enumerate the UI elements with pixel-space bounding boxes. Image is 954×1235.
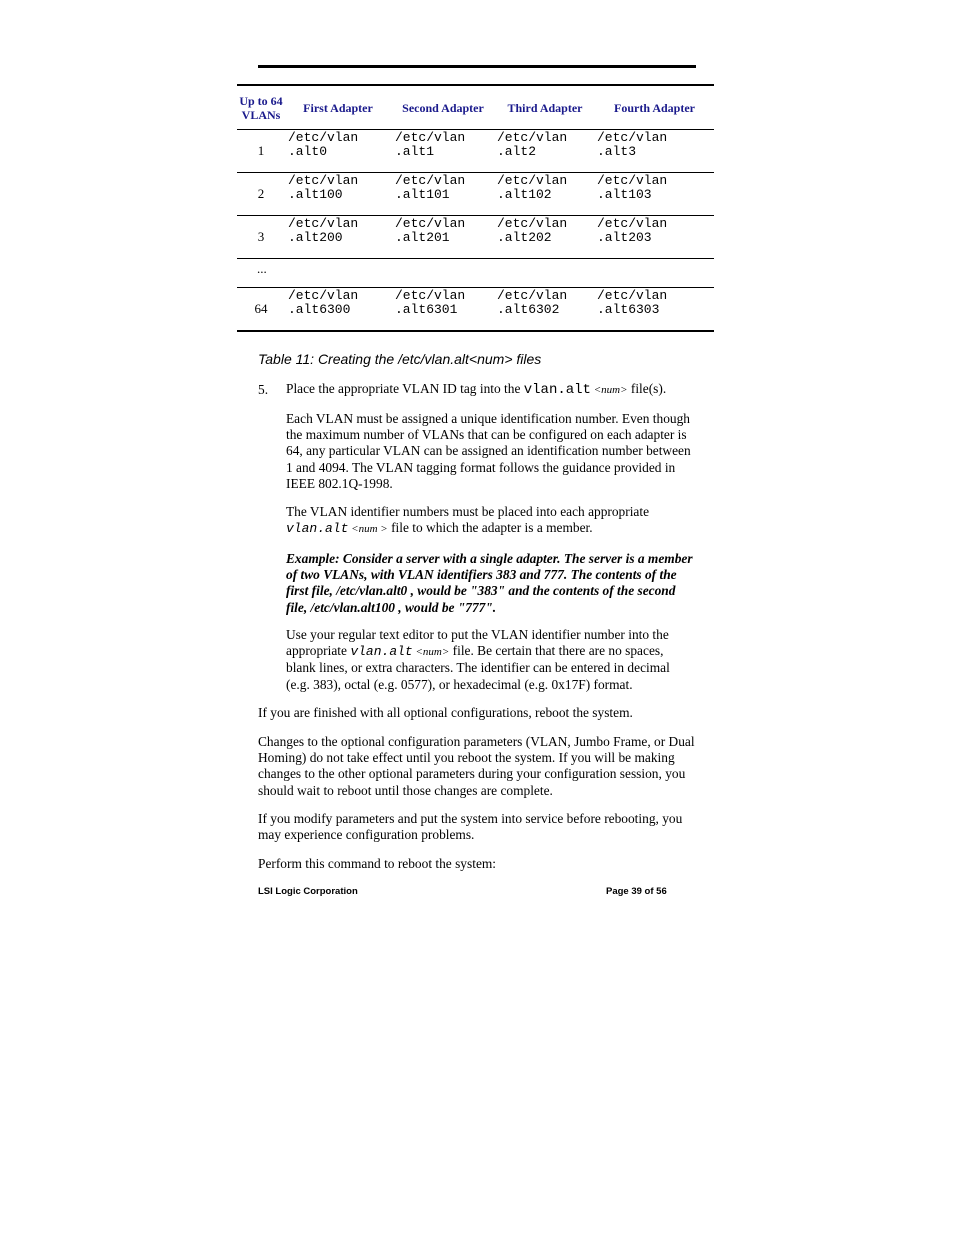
paragraph-modify: If you modify parameters and put the system into service before rebooting, you may experience configuration problems. bbox=[258, 811, 683, 843]
step-5-text: Place the appropriate VLAN ID tag into the vlan.alt <num> file(s). bbox=[286, 381, 667, 398]
num-placeholder: <num> bbox=[590, 384, 628, 396]
paragraph-identifier-placement: The VLAN identifier numbers must be placed into each appropriate vlan.alt <num > file to which the adapter is a member. bbox=[286, 504, 650, 537]
file-path-cell: /etc/vlan .alt2 bbox=[495, 130, 595, 173]
file-path-cell: /etc/vlan .alt102 bbox=[495, 173, 595, 216]
header-fourth-adapter: Fourth Adapter bbox=[595, 85, 714, 130]
paragraph-unique-id: Each VLAN must be assigned a unique identification number. Even though the maximum number of VLANs that can be configured on each adapter is 64, any particular VLAN can be assigned an identification number between 1 and 4094. The VLAN tagging format follows the guidance provided in IEEE 802.1Q-1998. bbox=[286, 411, 691, 491]
paragraph-finished: If you are finished with all optional configurations, reboot the system. bbox=[258, 705, 633, 720]
vlan-number: 2 bbox=[237, 173, 285, 216]
file-path-cell: /etc/vlan .alt101 bbox=[391, 173, 495, 216]
header-third-adapter: Third Adapter bbox=[495, 85, 595, 130]
file-path-cell: /etc/vlan .alt6303 bbox=[597, 288, 668, 317]
vlan-number: 1 bbox=[237, 130, 285, 173]
code-vlan-alt: vlan.alt bbox=[286, 521, 349, 537]
paragraph-changes: Changes to the optional configuration parameters (VLAN, Jumbo Frame, or Dual Homing) do not take effect until you reboot the system. If you will be making changes to the other optional parameters during your configuration session, you should wait to reboot until those changes are complete. bbox=[258, 734, 695, 798]
file-path-cell: /etc/vlan .alt200 bbox=[285, 216, 391, 259]
header-first-adapter: First Adapter bbox=[285, 85, 391, 130]
table-row bbox=[237, 130, 714, 173]
table-header-row bbox=[237, 85, 714, 130]
footer-page-number: Page 39 of 56 bbox=[606, 886, 667, 897]
file-path-cell: /etc/vlan .alt203 bbox=[595, 216, 714, 259]
file-path-cell: /etc/vlan .alt6301 bbox=[395, 288, 466, 317]
header-second-adapter: Second Adapter bbox=[391, 85, 495, 130]
step-number: 5. bbox=[258, 382, 269, 397]
example-paragraph: Example: Consider a server with a single adapter. The server is a member of two VLANs, with VLAN identifiers 383 and 777. The contents of the first file, /etc/vlan.alt0 , would be "383" and the contents of the second file, /etc/vlan.alt100 , would be "777". bbox=[286, 551, 693, 615]
table-row bbox=[237, 173, 714, 216]
footer-company: LSI Logic Corporation bbox=[258, 886, 358, 897]
file-path-cell: /etc/vlan .alt1 bbox=[391, 130, 495, 173]
table-row bbox=[237, 216, 714, 259]
ellipsis-cell: ... bbox=[237, 259, 714, 288]
num-placeholder: <num> bbox=[412, 646, 450, 659]
table-caption: Table 11: Creating the /etc/vlan.alt<num> files bbox=[258, 351, 542, 367]
code-vlan-alt: vlan.alt bbox=[523, 382, 591, 398]
vlan-files-table bbox=[237, 84, 714, 332]
table-row-ellipsis bbox=[237, 259, 714, 288]
vlan-number: 64 bbox=[254, 301, 268, 316]
file-path-cell: /etc/vlan .alt103 bbox=[595, 173, 714, 216]
file-path-cell: /etc/vlan .alt3 bbox=[595, 130, 714, 173]
header-rule bbox=[258, 65, 696, 68]
paragraph-perform-command: Perform this command to reboot the system: bbox=[258, 856, 497, 871]
table-row bbox=[237, 288, 714, 332]
file-path-cell: /etc/vlan .alt201 bbox=[391, 216, 495, 259]
file-path-cell: /etc/vlan .alt6300 bbox=[288, 288, 359, 317]
paragraph-text-editor: Use your regular text editor to put the VLAN identifier number into the appropriate vlan.alt <num> file. Be certain that there are no spaces, blank lines, or extra characters. The identifier can be entered in decimal (e.g. 383), octal (e.g. 0577), or hexadecimal (e.g. 0x17F) format. bbox=[286, 627, 670, 692]
header-vlans: Up to 64 VLANs bbox=[237, 85, 285, 130]
file-path-cell: /etc/vlan .alt202 bbox=[495, 216, 595, 259]
num-placeholder: <num > bbox=[348, 523, 388, 536]
vlan-number: 3 bbox=[237, 216, 285, 259]
file-path-cell: /etc/vlan .alt6302 bbox=[497, 288, 568, 317]
code-vlan-alt: vlan.alt bbox=[350, 644, 413, 660]
file-path-cell: /etc/vlan .alt0 bbox=[285, 130, 391, 173]
file-path-cell: /etc/vlan .alt100 bbox=[285, 173, 391, 216]
